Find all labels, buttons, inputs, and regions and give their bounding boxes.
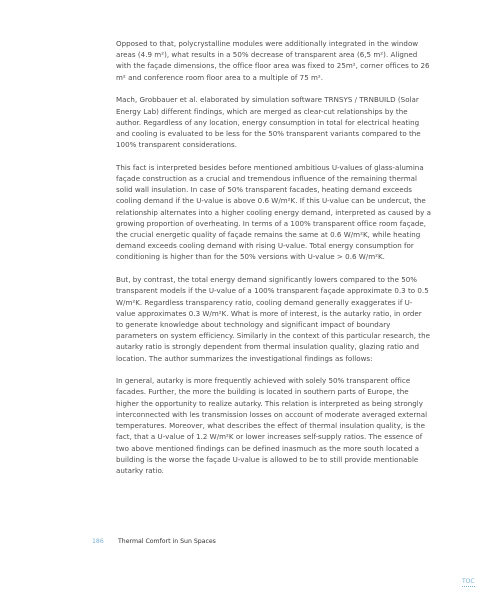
body-paragraph: This fact is interpreted besides before mentioned ambitious U-values of glass-alumina façade construction as a crucial and tremendous influence of the remaining thermal solid wall insulation. In case of 50% transparent facades, heating demand exceeds cooling demand if the U-value is above 0.6 W/m²K. If this U-value can be undercut, the relationship alternates into a higher cooling energy demand, interpreted as caused by a growing proportion of overheating. In terms of a 100% transparent office room façade, the crucial energetic quality of façade remains the same at 0.6 W/m²K, while heating demand exceeds cooling demand with rising U-value. Total energy consumption for conditioning is higher than for the 50% versions with U-value > 0.6 W/m²K.: [116, 162, 431, 262]
body-paragraph: But, by contrast, the total energy demand significantly lowers compared to the 50% transparent models if the U-value of a 100% transparent façade approximate 0.3 to 0.5 W/m²K. Regardless transparency ratio, cooling demand generally exaggerates if U-value approximates 0.3 W/m²K. What is more of interest, is the autarky ratio, in order to generate knowledge about technology and significant impact of boundary parameters on system efficiency. Similarly in the context of this particular research, the autarky ratio is strongly dependent from thermal insulation quality, glazing ratio and location. The author summarizes the investigational findings as follows:: [116, 275, 431, 363]
toc-link[interactable]: TOC: [462, 578, 475, 585]
page-number: 186: [92, 538, 104, 545]
body-paragraph: Opposed to that, polycrystalline modules were additionally integrated in the window areas (4.9 m²), what results in a 50% decrease of transparent area (6,5 m²). Aligned with the façade dimensions, the office floor area was fixed to 25m², corner offices to 26 m² and conference room floor area to a multiple of 75 m².: [116, 39, 430, 82]
body-paragraph: In general, autarky is more frequently achieved with solely 50% transparent office facades. Further, the more the building is located in southern parts of Europe, the higher the opportunity to realize autarky. This relation is interpreted as being strongly interconnected with les transmission losses on account of moderate averaged external temperatures. Moreover, what describes the effect of thermal insulation quality, is the fact, that a U-value of 1.2 W/m²K or lower increases self-supply ratios. The essence of two above mentioned findings can be defined inasmuch as the more south located a building is the worse the façade U-value is allowed to be to still provide mentionable autarky ratio.: [116, 376, 428, 475]
body-paragraph: Mach, Grobbauer et al. elaborated by simulation software TRNSYS / TRNBUILD (Solar Energy Lab) different findings, which are merged as clear-cut relationships by the author. Regardless of any location, energy consumption in total for electrical heating and cooling is evaluated to be less for the 50% transparent variants compared to the 100% transparent considerations.: [116, 95, 421, 150]
running-title: Thermal Comfort in Sun Spaces: [118, 538, 216, 545]
main-text-column: [116, 38, 431, 488]
